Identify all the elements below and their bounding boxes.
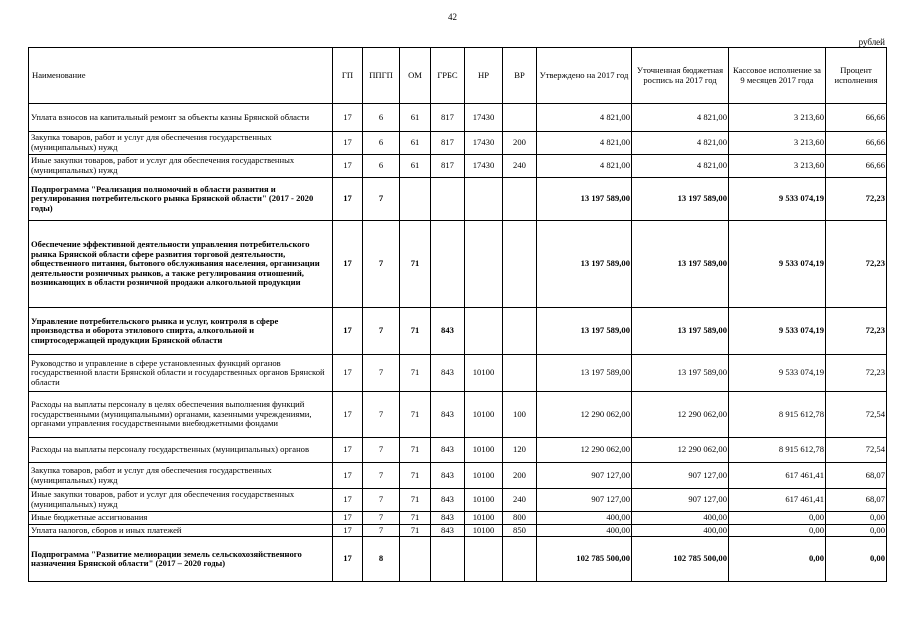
table-row xyxy=(29,221,887,308)
cell-np: 10100 xyxy=(465,438,503,463)
cell-ppgp: 8 xyxy=(363,537,400,582)
cell-name: Руководство и управление в сфере установленных функций органов государственной власти Брянской области и государственных органов Брянской области xyxy=(29,355,333,392)
cell-np: 10100 xyxy=(465,512,503,525)
cell-refined: 13 197 589,00 xyxy=(632,308,729,355)
cell-om: 71 xyxy=(400,463,431,489)
cell-grbs: 843 xyxy=(431,524,465,537)
cell-approved: 4 821,00 xyxy=(537,155,632,178)
cell-refined: 4 821,00 xyxy=(632,104,729,132)
table-row xyxy=(29,308,887,355)
cell-name: Иные бюджетные ассигнования xyxy=(29,512,333,525)
cell-name: Управление потребительского рынка и услуг, контроля в сфере производства и оборота этилового спирта, алкогольной и спиртосодержащей продукции Брянской области xyxy=(29,308,333,355)
header-gp: ГП xyxy=(333,48,363,104)
cell-gp: 17 xyxy=(333,524,363,537)
cell-name: Иные закупки товаров, работ и услуг для обеспечения государственных (муниципальных) нужд xyxy=(29,155,333,178)
cell-ppgp: 6 xyxy=(363,132,400,155)
cell-ppgp: 7 xyxy=(363,438,400,463)
cell-gp: 17 xyxy=(333,512,363,525)
cell-grbs xyxy=(431,221,465,308)
cell-percent: 72,23 xyxy=(826,178,887,221)
cell-vr xyxy=(503,178,537,221)
cell-vr: 200 xyxy=(503,463,537,489)
cell-gp: 17 xyxy=(333,104,363,132)
header-percent: Процент исполнения xyxy=(826,48,887,104)
cell-vr xyxy=(503,221,537,308)
cell-grbs xyxy=(431,537,465,582)
cell-vr xyxy=(503,308,537,355)
cell-cash: 0,00 xyxy=(729,537,826,582)
cell-percent: 0,00 xyxy=(826,512,887,525)
cell-vr: 100 xyxy=(503,392,537,438)
cell-grbs xyxy=(431,178,465,221)
cell-ppgp: 7 xyxy=(363,308,400,355)
page-number: 42 xyxy=(448,12,457,22)
cell-refined: 13 197 589,00 xyxy=(632,221,729,308)
cell-gp: 17 xyxy=(333,463,363,489)
cell-cash: 0,00 xyxy=(729,512,826,525)
cell-gp: 17 xyxy=(333,221,363,308)
cell-np: 17430 xyxy=(465,155,503,178)
cell-name: Уплата налогов, сборов и иных платежей xyxy=(29,524,333,537)
cell-np: 17430 xyxy=(465,132,503,155)
header-approved: Утверждено на 2017 год xyxy=(537,48,632,104)
currency-unit-label: рублей xyxy=(858,37,885,47)
cell-approved: 400,00 xyxy=(537,512,632,525)
header-om: ОМ xyxy=(400,48,431,104)
cell-approved: 907 127,00 xyxy=(537,463,632,489)
cell-ppgp: 7 xyxy=(363,489,400,512)
cell-np: 10100 xyxy=(465,392,503,438)
cell-name: Иные закупки товаров, работ и услуг для обеспечения государственных (муниципальных) нужд xyxy=(29,489,333,512)
cell-approved: 12 290 062,00 xyxy=(537,392,632,438)
cell-cash: 3 213,60 xyxy=(729,155,826,178)
cell-om: 71 xyxy=(400,308,431,355)
cell-refined: 13 197 589,00 xyxy=(632,178,729,221)
cell-refined: 13 197 589,00 xyxy=(632,355,729,392)
cell-gp: 17 xyxy=(333,489,363,512)
cell-om: 61 xyxy=(400,132,431,155)
cell-np: 10100 xyxy=(465,524,503,537)
cell-vr: 850 xyxy=(503,524,537,537)
table-row xyxy=(29,438,887,463)
cell-percent: 66,66 xyxy=(826,155,887,178)
cell-name: Закупка товаров, работ и услуг для обеспечения государственных (муниципальных) нужд xyxy=(29,132,333,155)
table-row xyxy=(29,489,887,512)
cell-gp: 17 xyxy=(333,355,363,392)
cell-np xyxy=(465,178,503,221)
cell-gp: 17 xyxy=(333,155,363,178)
cell-gp: 17 xyxy=(333,537,363,582)
cell-name: Подпрограмма "Развитие мелиорации земель сельскохозяйственного назначения Брянской области" (2017 – 2020 годы) xyxy=(29,537,333,582)
cell-cash: 9 533 074,19 xyxy=(729,221,826,308)
cell-np xyxy=(465,308,503,355)
cell-vr: 120 xyxy=(503,438,537,463)
cell-ppgp: 6 xyxy=(363,155,400,178)
cell-name: Расходы на выплаты персоналу государственных (муниципальных) органов xyxy=(29,438,333,463)
cell-grbs: 817 xyxy=(431,132,465,155)
table-row xyxy=(29,537,887,582)
cell-cash: 8 915 612,78 xyxy=(729,392,826,438)
cell-om: 71 xyxy=(400,392,431,438)
cell-gp: 17 xyxy=(333,178,363,221)
cell-np: 10100 xyxy=(465,355,503,392)
cell-om: 71 xyxy=(400,438,431,463)
cell-approved: 4 821,00 xyxy=(537,104,632,132)
cell-refined: 400,00 xyxy=(632,512,729,525)
cell-refined: 4 821,00 xyxy=(632,155,729,178)
cell-vr xyxy=(503,104,537,132)
cell-percent: 68,07 xyxy=(826,489,887,512)
cell-cash: 617 461,41 xyxy=(729,463,826,489)
cell-ppgp: 7 xyxy=(363,463,400,489)
cell-cash: 617 461,41 xyxy=(729,489,826,512)
cell-grbs: 817 xyxy=(431,155,465,178)
cell-grbs: 843 xyxy=(431,463,465,489)
header-cash: Кассовое исполнение за 9 месяцев 2017 года xyxy=(729,48,826,104)
cell-np: 17430 xyxy=(465,104,503,132)
cell-approved: 13 197 589,00 xyxy=(537,178,632,221)
cell-approved: 13 197 589,00 xyxy=(537,355,632,392)
table-row xyxy=(29,524,887,537)
cell-vr xyxy=(503,355,537,392)
table-row xyxy=(29,132,887,155)
header-name: Наименование xyxy=(29,48,333,104)
table-header-row xyxy=(29,48,887,104)
cell-cash: 9 533 074,19 xyxy=(729,308,826,355)
cell-vr: 240 xyxy=(503,489,537,512)
cell-np: 10100 xyxy=(465,489,503,512)
cell-grbs: 843 xyxy=(431,489,465,512)
cell-ppgp: 7 xyxy=(363,221,400,308)
cell-cash: 9 533 074,19 xyxy=(729,178,826,221)
cell-approved: 12 290 062,00 xyxy=(537,438,632,463)
cell-om: 61 xyxy=(400,104,431,132)
cell-name: Расходы на выплаты персоналу в целях обеспечения выполнения функций государственными (муниципальными) органами, казенными учреждениями, органами управления государственными внебюджетными фондами xyxy=(29,392,333,438)
table-row xyxy=(29,155,887,178)
cell-percent: 72,23 xyxy=(826,221,887,308)
cell-refined: 102 785 500,00 xyxy=(632,537,729,582)
cell-ppgp: 7 xyxy=(363,512,400,525)
cell-refined: 4 821,00 xyxy=(632,132,729,155)
cell-vr: 200 xyxy=(503,132,537,155)
cell-om xyxy=(400,178,431,221)
cell-ppgp: 6 xyxy=(363,104,400,132)
cell-approved: 4 821,00 xyxy=(537,132,632,155)
budget-execution-table xyxy=(28,47,887,582)
cell-name: Подпрограмма "Реализация полномочий в области развития и регулирования потребительского рынка Брянской области" (2017 - 2020 годы) xyxy=(29,178,333,221)
cell-percent: 72,23 xyxy=(826,355,887,392)
header-vr: ВР xyxy=(503,48,537,104)
cell-om: 61 xyxy=(400,155,431,178)
cell-percent: 72,54 xyxy=(826,438,887,463)
cell-refined: 907 127,00 xyxy=(632,463,729,489)
cell-grbs: 843 xyxy=(431,355,465,392)
cell-vr: 240 xyxy=(503,155,537,178)
header-grbs: ГРБС xyxy=(431,48,465,104)
cell-cash: 3 213,60 xyxy=(729,132,826,155)
cell-om: 71 xyxy=(400,512,431,525)
cell-gp: 17 xyxy=(333,308,363,355)
cell-percent: 66,66 xyxy=(826,104,887,132)
cell-om: 71 xyxy=(400,524,431,537)
cell-refined: 907 127,00 xyxy=(632,489,729,512)
cell-refined: 12 290 062,00 xyxy=(632,438,729,463)
cell-percent: 0,00 xyxy=(826,524,887,537)
cell-ppgp: 7 xyxy=(363,524,400,537)
cell-cash: 8 915 612,78 xyxy=(729,438,826,463)
cell-percent: 68,07 xyxy=(826,463,887,489)
cell-ppgp: 7 xyxy=(363,178,400,221)
cell-ppgp: 7 xyxy=(363,355,400,392)
cell-om: 71 xyxy=(400,355,431,392)
cell-vr xyxy=(503,537,537,582)
cell-approved: 400,00 xyxy=(537,524,632,537)
cell-om: 71 xyxy=(400,489,431,512)
cell-cash: 3 213,60 xyxy=(729,104,826,132)
cell-name: Уплата взносов на капитальный ремонт за объекты казны Брянской области xyxy=(29,104,333,132)
cell-grbs: 843 xyxy=(431,308,465,355)
cell-np xyxy=(465,221,503,308)
cell-grbs: 843 xyxy=(431,438,465,463)
table-row xyxy=(29,512,887,525)
cell-percent: 72,54 xyxy=(826,392,887,438)
cell-cash: 0,00 xyxy=(729,524,826,537)
cell-om xyxy=(400,537,431,582)
cell-name: Обеспечение эффективной деятельности управления потребительского рынка Брянской области сфере развития торговой деятельности, общественного питания, бытового обслуживания населения, организации деятельности розничных рынков, а также регулирования отношений, возникающих в области розничной продажи алкогольной продукции xyxy=(29,221,333,308)
cell-approved: 907 127,00 xyxy=(537,489,632,512)
cell-gp: 17 xyxy=(333,132,363,155)
cell-np: 10100 xyxy=(465,463,503,489)
cell-approved: 13 197 589,00 xyxy=(537,221,632,308)
cell-cash: 9 533 074,19 xyxy=(729,355,826,392)
cell-percent: 0,00 xyxy=(826,537,887,582)
header-ppgp: ППГП xyxy=(363,48,400,104)
cell-approved: 13 197 589,00 xyxy=(537,308,632,355)
cell-grbs: 843 xyxy=(431,512,465,525)
cell-percent: 66,66 xyxy=(826,132,887,155)
cell-om: 71 xyxy=(400,221,431,308)
cell-approved: 102 785 500,00 xyxy=(537,537,632,582)
cell-grbs: 843 xyxy=(431,392,465,438)
cell-refined: 400,00 xyxy=(632,524,729,537)
table-row xyxy=(29,392,887,438)
table-row xyxy=(29,178,887,221)
cell-grbs: 817 xyxy=(431,104,465,132)
cell-np xyxy=(465,537,503,582)
table-body xyxy=(29,104,887,582)
cell-name: Закупка товаров, работ и услуг для обеспечения государственных (муниципальных) нужд xyxy=(29,463,333,489)
header-np: НР xyxy=(465,48,503,104)
table-row xyxy=(29,355,887,392)
cell-gp: 17 xyxy=(333,392,363,438)
cell-refined: 12 290 062,00 xyxy=(632,392,729,438)
table-row xyxy=(29,463,887,489)
cell-percent: 72,23 xyxy=(826,308,887,355)
table-row xyxy=(29,104,887,132)
cell-ppgp: 7 xyxy=(363,392,400,438)
cell-gp: 17 xyxy=(333,438,363,463)
cell-vr: 800 xyxy=(503,512,537,525)
header-refined: Уточненная бюджетная роспись на 2017 год xyxy=(632,48,729,104)
